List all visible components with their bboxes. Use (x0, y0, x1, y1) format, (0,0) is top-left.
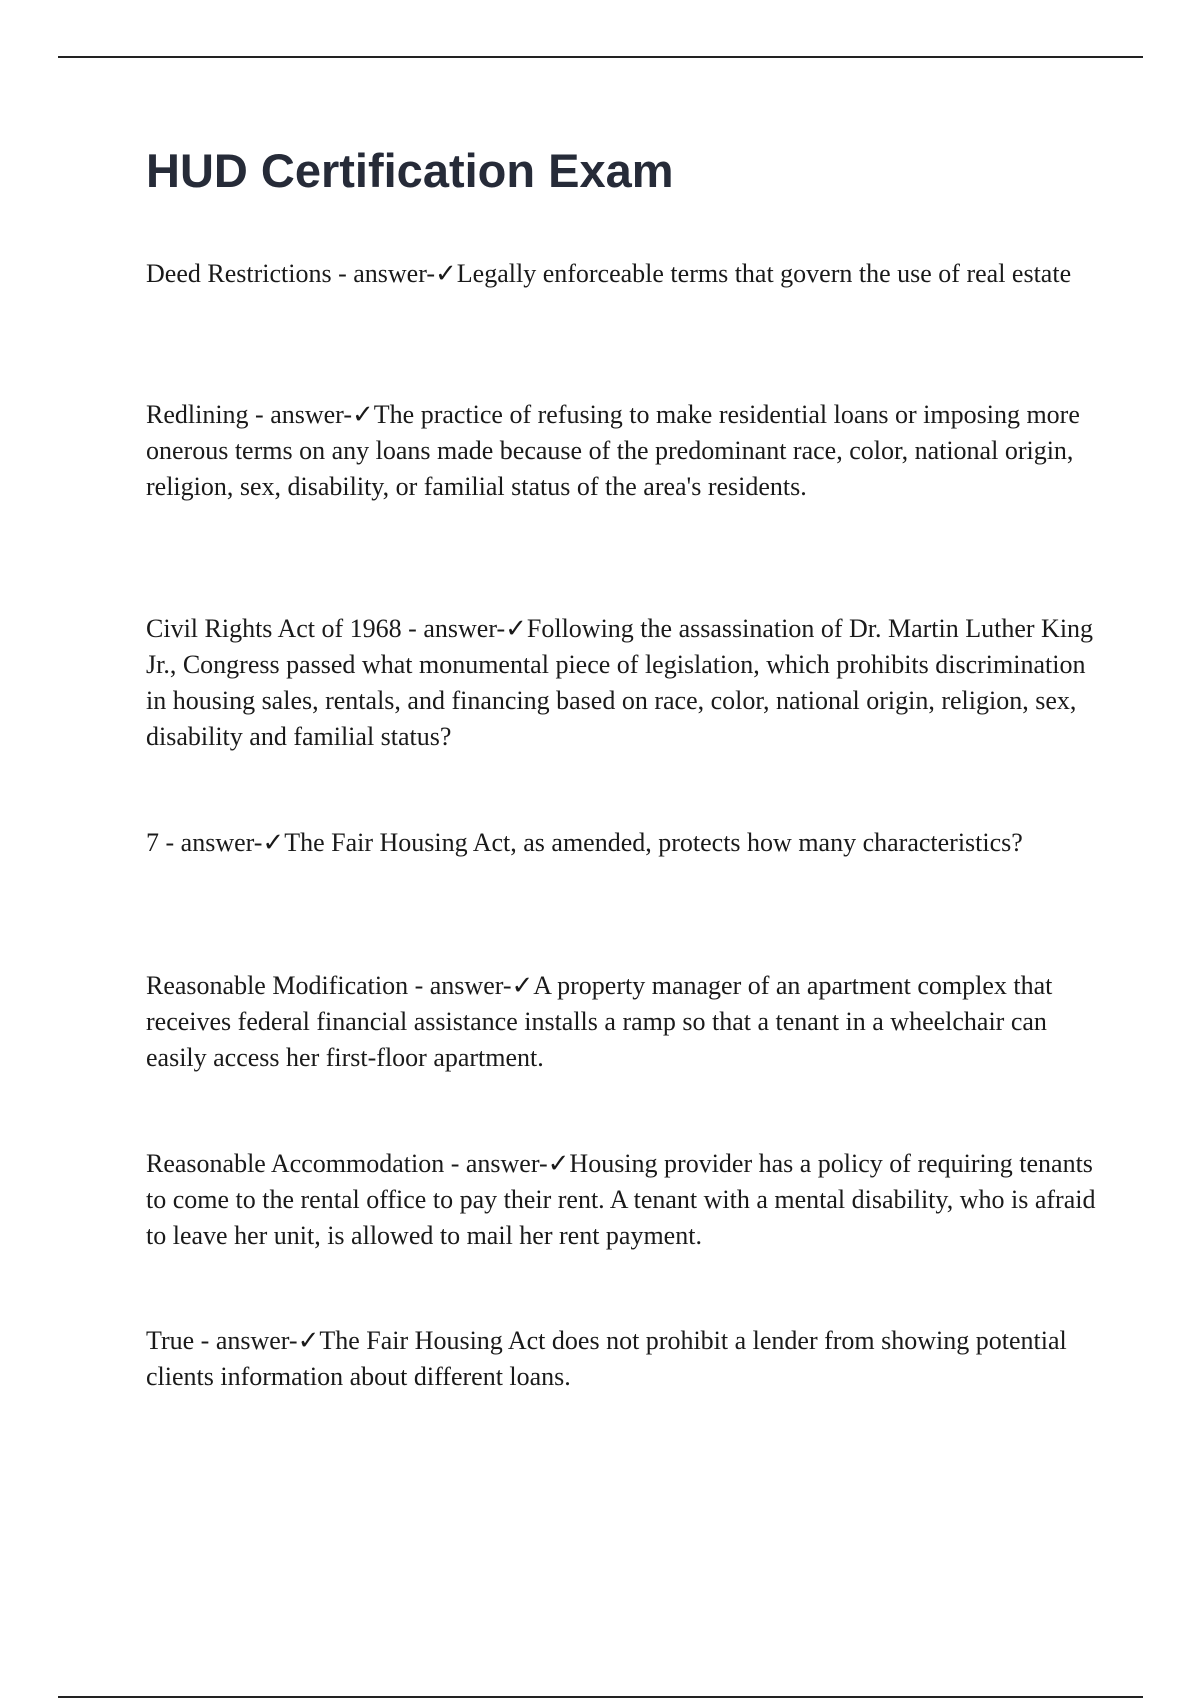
page-title: HUD Certification Exam (146, 144, 674, 197)
qa-item-civil-rights-act: Civil Rights Act of 1968 - answer-✓Following the assassination of Dr. Martin Luther King Jr., Congress passed what monumental piece of legislation, which prohibits discrimination in housing sales, rentals, and financing based on race, color, national origin, religion, sex, disability and familial status? (146, 614, 1094, 751)
qa-item-fair-housing-characteristics: 7 - answer-✓The Fair Housing Act, as amended, protects how many characteristics? (146, 828, 1023, 857)
qa-item-redlining: Redlining - answer-✓The practice of refusing to make residential loans or imposing more onerous terms on any loans made because of the predominant race, color, national origin, religion, sex, disability, or familial status of the area's residents. (146, 400, 1080, 501)
qa-item-reasonable-modification: Reasonable Modification - answer-✓A property manager of an apartment complex that receives federal financial assistance installs a ramp so that a tenant in a wheelchair can easily access her first-floor apartment. (146, 971, 1053, 1072)
qa-item-reasonable-accommodation: Reasonable Accommodation - answer-✓Housing provider has a policy of requiring tenants to come to the rental office to pay their rent. A tenant with a mental disability, who is afraid to leave her unit, is allowed to mail her rent payment. (146, 1149, 1096, 1250)
qa-item-true-lender: True - answer-✓The Fair Housing Act does not prohibit a lender from showing potential clients information about different loans. (146, 1326, 1067, 1391)
top-rule (58, 56, 1143, 58)
bottom-rule (58, 1696, 1143, 1698)
qa-item-deed-restrictions: Deed Restrictions - answer-✓Legally enforceable terms that govern the use of real estate (146, 259, 1072, 288)
